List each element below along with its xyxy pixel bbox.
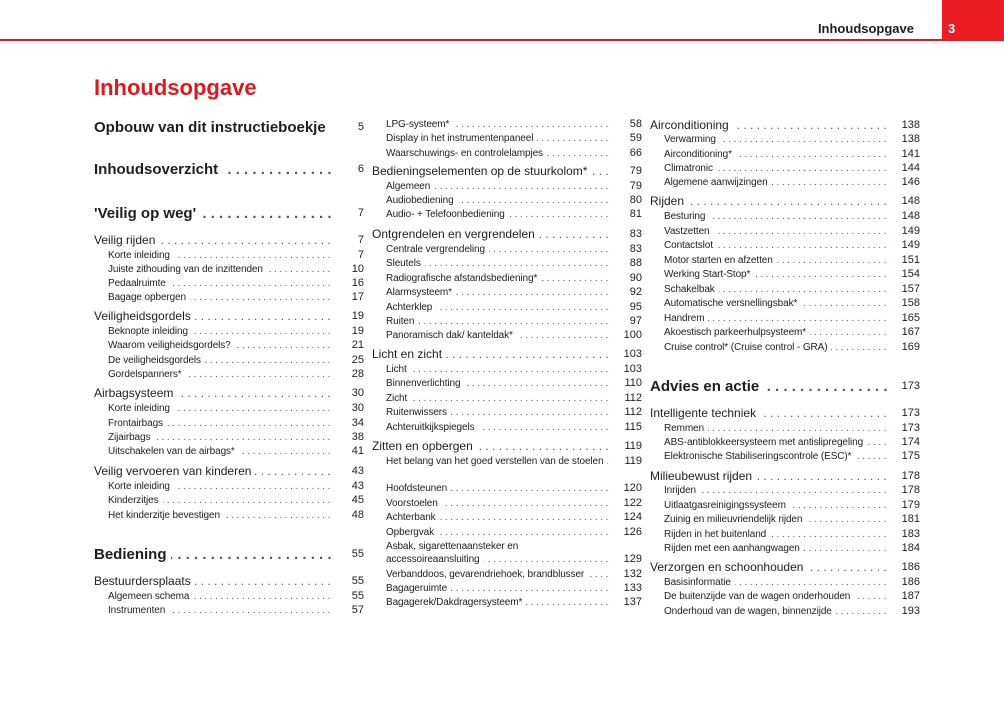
- toc-entry-title: Intelligente techniek: [650, 406, 760, 420]
- toc-entry-title: Automatische versnellingsbak*: [664, 298, 801, 309]
- toc-entry-page: 183: [901, 528, 920, 540]
- toc-entry-page: 48: [351, 509, 364, 521]
- toc-entry-section[interactable]: [372, 180, 642, 193]
- toc-entry-page: 21: [351, 339, 364, 351]
- toc-entry-title: LPG-systeem*: [386, 119, 453, 130]
- toc-entry-chapter[interactable]: [94, 464, 364, 479]
- toc-entry-section[interactable]: [94, 402, 364, 415]
- toc-entry-title: Bestuurdersplaats: [94, 574, 195, 588]
- toc-entry-section[interactable]: [372, 582, 642, 595]
- toc-entry-title: Opbouw van dit instructieboekje: [94, 119, 330, 136]
- toc-entry-title: Schakelbak: [664, 284, 719, 295]
- toc-entry-title: Asbak, sigarettenaansteker en accessoireaansluiting: [386, 541, 519, 565]
- toc-entry-title: Ruitenwissers: [386, 407, 451, 418]
- toc-entry-section[interactable]: [650, 450, 920, 463]
- toc-entry-title: Climatronic: [664, 163, 717, 174]
- toc-entry-section[interactable]: [372, 526, 642, 539]
- toc-entry-chapter[interactable]: [372, 439, 642, 454]
- toc-entry-title: Besturing: [664, 211, 709, 222]
- toc-entry-section[interactable]: [94, 339, 364, 352]
- toc-entry-section[interactable]: [94, 509, 364, 522]
- toc-entry-page: 55: [351, 548, 364, 560]
- toc-entry-title: Bagagerek/Dakdragersysteem*: [386, 597, 526, 608]
- toc-entry-section[interactable]: [650, 576, 920, 589]
- toc-entry-page: 59: [629, 132, 642, 144]
- toc-entry-page: 7: [357, 249, 364, 261]
- toc-entry-page: 43: [351, 465, 364, 477]
- toc-entry-section[interactable]: [94, 590, 364, 603]
- toc-entry-title: Airbagsysteem: [94, 386, 177, 400]
- toc-entry-page: 173: [901, 422, 920, 434]
- toc-entry-title: Motor starten en afzetten: [664, 255, 777, 266]
- toc-entry-page: 175: [901, 450, 920, 462]
- toc-entry-title: Korte inleiding: [108, 481, 174, 492]
- toc-entry-page: 45: [351, 494, 364, 506]
- toc-entry-page: 186: [901, 561, 920, 573]
- toc-entry-section[interactable]: [650, 605, 920, 618]
- toc-entry-title: Pedaalruimte: [108, 278, 170, 289]
- toc-entry-chapter[interactable]: [372, 347, 642, 362]
- toc-entry-section[interactable]: [650, 312, 920, 325]
- toc-entry-part[interactable]: [94, 161, 364, 179]
- toc-entry-section[interactable]: [372, 596, 642, 609]
- toc-entry-page: 115: [624, 421, 642, 433]
- toc-entry-title: Zitten en opbergen: [372, 439, 477, 453]
- toc-entry-page: 133: [623, 582, 642, 594]
- toc-entry-title: Display in het instrumentenpaneel: [386, 133, 537, 144]
- toc-entry-title: Rijden in het buitenland: [664, 529, 770, 540]
- toc-entry-title: Zicht: [386, 393, 411, 404]
- toc-entry-page: 149: [901, 239, 920, 251]
- toc-entry-page: 7: [357, 234, 364, 246]
- toc-entry-title: Verzorgen en schoonhouden: [650, 560, 807, 574]
- toc-entry-title: Kinderzitjes: [108, 495, 163, 506]
- toc-entry-chapter[interactable]: [650, 194, 920, 209]
- toc-entry-section[interactable]: [372, 329, 642, 342]
- toc-entry-page: 19: [351, 325, 364, 337]
- toc-entry-section[interactable]: [650, 254, 920, 267]
- toc-entry-title: Bediening: [94, 546, 171, 563]
- toc-entry-title: Airconditioning*: [664, 149, 736, 160]
- toc-entry-title: Inrijden: [664, 485, 700, 496]
- toc-entry-page: 55: [351, 590, 364, 602]
- toc-entry-page: 6: [357, 163, 364, 175]
- toc-entry-section[interactable]: [372, 363, 642, 376]
- toc-entry-page: 138: [901, 133, 920, 145]
- toc-entry-section[interactable]: [94, 354, 364, 367]
- toc-entry-page: 129: [623, 553, 642, 565]
- toc-entry-title: Instrumenten: [108, 605, 169, 616]
- toc-entry-title: ABS-antiblokkeersysteem met antislipregeling: [664, 437, 867, 448]
- toc-entry-section[interactable]: [650, 283, 920, 296]
- toc-entry-chapter[interactable]: [650, 118, 920, 133]
- toc-entry-section[interactable]: [650, 422, 920, 435]
- toc-entry-title: Verwarming: [664, 134, 720, 145]
- toc-entry-page: 151: [901, 254, 920, 266]
- toc-entry-page: 19: [351, 310, 364, 322]
- toc-entry-section[interactable]: [650, 341, 920, 354]
- toc-entry-section[interactable]: [650, 268, 920, 281]
- toc-entry-page: 158: [901, 297, 920, 309]
- toc-entry-part[interactable]: [94, 205, 364, 223]
- toc-entry-page: 137: [623, 596, 642, 608]
- toc-entry-title: Licht en zicht: [372, 347, 446, 361]
- toc-entry-chapter[interactable]: [94, 574, 364, 589]
- toc-entry-section[interactable]: [94, 368, 364, 381]
- toc-entry-page: 184: [901, 542, 920, 554]
- toc-entry-page: 173: [901, 380, 920, 392]
- toc-entry-page: 124: [623, 511, 642, 523]
- toc-entry-page: 43: [351, 480, 364, 492]
- toc-entry-title: De veiligheidsgordels: [108, 355, 205, 366]
- toc-entry-title: Werking Start-Stop*: [664, 269, 754, 280]
- toc-entry-section[interactable]: [372, 243, 642, 256]
- toc-entry-title: Voorstoelen: [386, 498, 442, 509]
- toc-entry-title: Gordelspanners*: [108, 369, 186, 380]
- toc-entry-page: 149: [901, 225, 920, 237]
- toc-entry-title: Zuinig en milieuvriendelijk rijden: [664, 514, 806, 525]
- toc-entry-title: Alarmsysteem*: [386, 287, 456, 298]
- toc-entry-page: 28: [351, 368, 364, 380]
- toc-entry-page: 41: [351, 445, 364, 457]
- toc-entry-page: 83: [629, 228, 642, 240]
- toc-entry-page: 173: [901, 407, 920, 419]
- toc-entry-page: 119: [624, 455, 642, 467]
- toc-entry-page: 7: [357, 207, 364, 219]
- toc-entry-section[interactable]: [372, 568, 642, 581]
- toc-entry-page: 92: [629, 286, 642, 298]
- toc-entry-page: 112: [624, 392, 642, 404]
- toc-entry-title: Elektronische Stabiliseringscontrole (ESC)*: [664, 451, 855, 462]
- toc-entry-page: 34: [351, 417, 364, 429]
- running-header-title: Inhoudsopgave: [817, 21, 914, 36]
- toc-entry-page: 138: [901, 119, 920, 131]
- toc-entry-part[interactable]: [94, 119, 364, 137]
- toc-entry-section[interactable]: [650, 297, 920, 310]
- toc-entry-section[interactable]: [650, 528, 920, 541]
- toc-entry-page: 83: [629, 243, 642, 255]
- toc-entry-page: 88: [629, 257, 642, 269]
- toc-entry-page: 157: [901, 283, 920, 295]
- toc-entry-title: Ontgrendelen en vergrendelen: [372, 227, 539, 241]
- toc-entry-title: Frontairbags: [108, 418, 167, 429]
- toc-entry-title: Cruise control* (Cruise control - GRA): [664, 342, 831, 353]
- toc-entry-page: 187: [901, 590, 920, 602]
- toc-entry-page: 122: [623, 497, 642, 509]
- toc-entry-page: 126: [623, 526, 642, 538]
- toc-entry-page: 141: [901, 148, 920, 160]
- toc-entry-title: Milieubewust rijden: [650, 469, 756, 483]
- toc-entry-title: Verbanddoos, gevarendriehoek, brandblusser: [386, 569, 588, 580]
- toc-entry-title: Vastzetten: [664, 226, 714, 237]
- toc-entry-section[interactable]: [650, 499, 920, 512]
- toc-entry-section[interactable]: [650, 326, 920, 339]
- toc-entry-title: Waarom veiligheidsgordels?: [108, 340, 235, 351]
- toc-entry-page: 178: [901, 484, 920, 496]
- toc-entry-title: Beknopte inleiding: [108, 326, 192, 337]
- toc-entry-page: 25: [351, 354, 364, 366]
- toc-entry-section[interactable]: [372, 392, 642, 405]
- toc-entry-title: Binnenverlichting: [386, 378, 464, 389]
- toc-entry-section[interactable]: [94, 417, 364, 430]
- toc-entry-page: 103: [623, 348, 642, 360]
- toc-entry-section[interactable]: [372, 455, 642, 468]
- page-number: 3: [948, 21, 956, 36]
- toc-entry-section[interactable]: [372, 301, 642, 314]
- toc-entry-page: 181: [901, 513, 920, 525]
- page-number-tab: [942, 0, 1004, 41]
- toc-entry-section[interactable]: [372, 272, 642, 285]
- toc-entry-page: 193: [901, 605, 920, 617]
- toc-entry-section[interactable]: [94, 263, 364, 276]
- toc-entry-title: Onderhoud van de wagen, binnenzijde: [664, 606, 836, 617]
- toc-entry-page: 16: [351, 277, 364, 289]
- toc-entry-section[interactable]: [650, 436, 920, 449]
- toc-entry-title: Veilig rijden: [94, 233, 159, 247]
- toc-entry-section[interactable]: [650, 133, 920, 146]
- toc-entry-title: Het kinderzitje bevestigen: [108, 510, 224, 521]
- toc-entry-section[interactable]: [372, 208, 642, 221]
- toc-entry-page: 90: [629, 272, 642, 284]
- toc-entry-title: Het belang van het goed verstellen van de stoelen: [386, 456, 607, 467]
- toc-entry-section[interactable]: [372, 406, 642, 419]
- toc-entry-page: 154: [901, 268, 920, 280]
- toc-entry-section[interactable]: [372, 147, 642, 160]
- toc-entry-part[interactable]: [650, 378, 920, 396]
- toc-entry-title: Achterklep: [386, 302, 436, 313]
- toc-entry-page: 103: [623, 363, 642, 375]
- toc-entry-title: Algemeen: [386, 181, 434, 192]
- toc-entry-section[interactable]: [94, 277, 364, 290]
- toc-entry-page: 119: [624, 440, 642, 452]
- toc-entry-section[interactable]: [650, 590, 920, 603]
- toc-entry-chapter[interactable]: [650, 469, 920, 484]
- toc-entry-page: 110: [624, 377, 642, 389]
- toc-entry-section[interactable]: [372, 540, 642, 566]
- toc-entry-page: 120: [623, 482, 642, 494]
- header-rule: [0, 39, 942, 41]
- toc-entry-page: 57: [351, 604, 364, 616]
- toc-entry-title: Zijairbags: [108, 432, 154, 443]
- toc-entry-section[interactable]: [94, 249, 364, 262]
- toc-entry-title: Juiste zithouding van de inzittenden: [108, 264, 267, 275]
- toc-entry-section[interactable]: [94, 291, 364, 304]
- toc-entry-page: 165: [901, 312, 920, 324]
- toc-entry-title: Remmen: [664, 423, 708, 434]
- toc-entry-page: 79: [629, 180, 642, 192]
- toc-entry-title: Rijden met een aanhangwagen: [664, 543, 804, 554]
- toc-entry-section[interactable]: [94, 431, 364, 444]
- toc-entry-section[interactable]: [372, 257, 642, 270]
- toc-entry-title: Akoestisch parkeerhulpsysteem*: [664, 327, 810, 338]
- toc-entry-page: 5: [357, 121, 364, 133]
- toc-entry-title: Basisinformatie: [664, 577, 735, 588]
- toc-entry-title: Korte inleiding: [108, 250, 174, 261]
- toc-entry-chapter[interactable]: [94, 309, 364, 324]
- toc-entry-title: Panoramisch dak/ kanteldak*: [386, 330, 517, 341]
- toc-entry-title: Advies en actie: [650, 378, 763, 395]
- toc-entry-chapter[interactable]: [372, 227, 642, 242]
- toc-entry-title: Audio- + Telefoonbediening: [386, 209, 509, 220]
- toc-entry-section[interactable]: [372, 511, 642, 524]
- toc-entry-title: Achterbank: [386, 512, 440, 523]
- toc-entry-page: 30: [351, 402, 364, 414]
- toc-entry-title: 'Veilig op weg': [94, 205, 200, 222]
- toc-entry-title: Hoofdsteunen: [386, 483, 451, 494]
- toc-entry-section[interactable]: [650, 176, 920, 189]
- toc-entry-section[interactable]: [650, 210, 920, 223]
- toc-entry-page: 169: [901, 341, 920, 353]
- toc-entry-page: 97: [629, 315, 642, 327]
- toc-entry-title: Algemene aanwijzingen: [664, 177, 772, 188]
- toc-entry-page: 66: [629, 147, 642, 159]
- toc-entry-chapter[interactable]: [94, 233, 364, 248]
- toc-entry-page: 167: [901, 326, 920, 338]
- toc-entry-section[interactable]: [650, 239, 920, 252]
- toc-entry-title: Bedieningselementen op de stuurkolom*: [372, 164, 591, 178]
- toc-entry-title: Uitschakelen van de airbags*: [108, 446, 239, 457]
- toc-entry-title: Algemeen schema: [108, 591, 193, 602]
- toc-entry-title: Opbergvak: [386, 527, 438, 538]
- toc-entry-page: 146: [901, 176, 920, 188]
- toc-entry-section[interactable]: [372, 377, 642, 390]
- toc-entry-title: Centrale vergrendeling: [386, 244, 489, 255]
- toc-entry-title: Audiobediening: [386, 195, 458, 206]
- toc-entry-page: 58: [629, 118, 642, 130]
- toc-entry-page: 148: [901, 210, 920, 222]
- toc-entry-page: 55: [351, 575, 364, 587]
- toc-entry-title: Inhoudsoverzicht: [94, 161, 222, 178]
- toc-entry-title: Airconditioning: [650, 118, 733, 132]
- toc-entry-page: 95: [629, 301, 642, 313]
- toc-entry-page: 17: [351, 291, 364, 303]
- toc-entry-title: Veilig vervoeren van kinderen: [94, 464, 255, 478]
- toc-entry-section[interactable]: [372, 315, 642, 328]
- toc-entry-section[interactable]: [372, 482, 642, 495]
- toc-entry-page: 144: [901, 162, 920, 174]
- toc-entry-section[interactable]: [372, 118, 642, 131]
- toc-entry-title: Veiligheidsgordels: [94, 309, 195, 323]
- toc-entry-section[interactable]: [372, 286, 642, 299]
- toc-entry-part[interactable]: [94, 546, 364, 564]
- toc-entry-section[interactable]: [372, 194, 642, 207]
- toc-entry-page: 81: [629, 208, 642, 220]
- toc-entry-section[interactable]: [650, 484, 920, 497]
- toc-entry-page: 178: [901, 470, 920, 482]
- toc-entry-title: Uitlaatgasreinigingssysteem: [664, 500, 790, 511]
- toc-entry-page: 148: [901, 195, 920, 207]
- toc-entry-section[interactable]: [94, 604, 364, 617]
- toc-entry-section[interactable]: [372, 132, 642, 145]
- toc-entry-section[interactable]: [650, 225, 920, 238]
- toc-entry-title: Licht: [386, 364, 411, 375]
- toc-entry-title: De buitenzijde van de wagen onderhouden: [664, 591, 854, 602]
- toc-entry-page: 186: [901, 576, 920, 588]
- toc-entry-title: Waarschuwings- en controlelampjes: [386, 148, 547, 159]
- toc-entry-page: 79: [629, 165, 642, 177]
- toc-entry-title: Achteruitkijkspiegels: [386, 422, 479, 433]
- toc-entry-chapter[interactable]: [650, 560, 920, 575]
- toc-entry-chapter[interactable]: [372, 164, 642, 179]
- toc-entry-page: 80: [629, 194, 642, 206]
- toc-entry-section[interactable]: [650, 162, 920, 175]
- toc-entry-page: 112: [624, 406, 642, 418]
- toc-entry-section[interactable]: [94, 480, 364, 493]
- toc-entry-section[interactable]: [650, 148, 920, 161]
- toc-entry-section[interactable]: [94, 325, 364, 338]
- toc-entry-section[interactable]: [94, 445, 364, 458]
- toc-entry-chapter[interactable]: [650, 406, 920, 421]
- toc-entry-section[interactable]: [650, 513, 920, 526]
- toc-entry-title: Rijden: [650, 194, 688, 208]
- toc-entry-section[interactable]: [650, 542, 920, 555]
- toc-entry-title: Korte inleiding: [108, 403, 174, 414]
- toc-entry-page: 174: [901, 436, 920, 448]
- toc-entry-page: 38: [351, 431, 364, 443]
- toc-entry-title: Bagageruimte: [386, 583, 451, 594]
- toc-entry-chapter[interactable]: [94, 386, 364, 401]
- toc-entry-title: Handrem: [664, 313, 708, 324]
- toc-entry-title: Sleutels: [386, 258, 425, 269]
- toc-entry-page: 100: [623, 329, 642, 341]
- toc-entry-page: 179: [901, 499, 920, 511]
- page-title: Inhoudsopgave: [94, 75, 257, 100]
- toc-entry-title: Bagage opbergen: [108, 292, 190, 303]
- toc-entry-page: 132: [623, 568, 642, 580]
- toc-entry-title: Radiografische afstandsbediening*: [386, 273, 541, 284]
- toc-entry-section[interactable]: [372, 421, 642, 434]
- toc-entry-section[interactable]: [94, 494, 364, 507]
- toc-entry-title: Contactslot: [664, 240, 717, 251]
- toc-entry-page: 10: [351, 263, 364, 275]
- toc-entry-page: 30: [351, 387, 364, 399]
- toc-entry-title: Ruiten: [386, 316, 418, 327]
- toc-entry-section[interactable]: [372, 497, 642, 510]
